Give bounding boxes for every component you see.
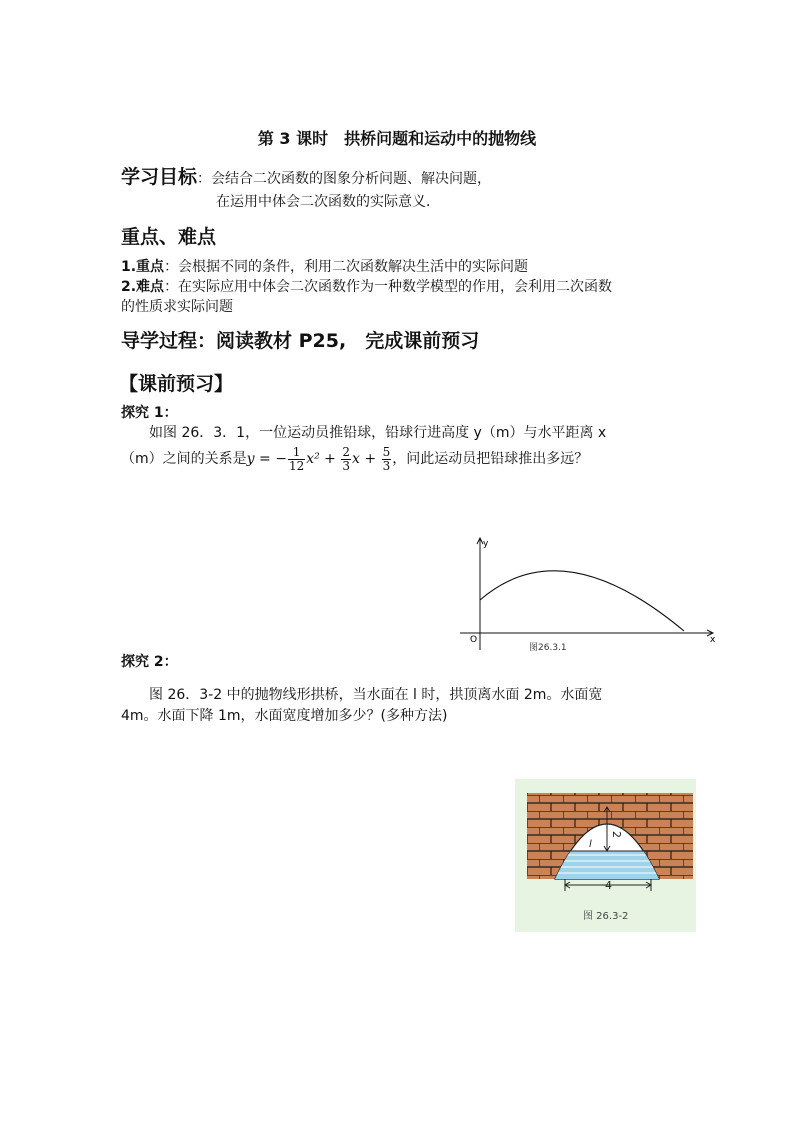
fraction-1 — [288, 446, 305, 473]
formula-x2: x² — [306, 451, 320, 467]
x-axis-label: x — [710, 635, 716, 645]
trajectory-curve — [480, 571, 684, 631]
fraction-2-den: 3 — [342, 458, 351, 473]
arch-bridge-figure — [515, 779, 696, 932]
key-points-heading: 重点、难点 — [121, 226, 217, 248]
height-label: 2 — [610, 831, 623, 838]
shot-put-figure — [455, 530, 725, 655]
fraction-1-num: 1 — [288, 446, 305, 460]
water-label: l — [589, 839, 592, 850]
key-point-1-text: ：会根据不同的条件，利用二次函数解决生活中的实际问题 — [164, 259, 529, 275]
explore2-line2: 4m。水面下降 1m，水面宽度增加多少？(多种方法) — [121, 708, 448, 724]
objectives-colon: ： — [197, 171, 212, 187]
key-point-2-text2: 的性质求实际问题 — [121, 299, 233, 315]
objectives-text2: 在运用中体会二次函数的实际意义． — [216, 194, 440, 210]
formula-y: y — [246, 451, 255, 467]
fraction-2-num: 2 — [342, 444, 351, 459]
objectives-label: 学习目标 — [121, 166, 198, 188]
origin-label: O — [470, 635, 478, 645]
key-point-2-text1: ：在实际应用中体会二次函数作为一种数学模型的作用，会利用二次函数 — [164, 279, 613, 295]
fraction-2 — [341, 446, 351, 473]
objectives-text1: 会结合二次函数的图象分析问题、解决问题， — [211, 171, 492, 187]
formula-x: x — [352, 451, 360, 467]
key-point-2-label: 2.难点 — [121, 279, 165, 295]
explore1-line1: 如图 26．3．1，一位运动员推铅球，铅球行进高度 y（m）与水平距离 x — [149, 425, 607, 441]
key-point-2 — [121, 276, 612, 296]
key-point-1-label: 1.重点 — [121, 259, 165, 275]
fraction-1-den: 12 — [288, 458, 305, 473]
figure2-caption: 图 26.3-2 — [583, 911, 629, 922]
key-point-1 — [121, 256, 528, 276]
explore1-line2-suffix: ，问此运动员把铅球推出多远？ — [392, 451, 589, 467]
explore1-label: 探究 1： — [121, 405, 178, 421]
explore2-line1: 图 26．3-2 中的抛物线形拱桥，当水面在 l 时，拱顶离水面 2m。水面宽 — [149, 687, 603, 703]
figure1-caption: 图26.3.1 — [529, 643, 567, 653]
page-title: 第 3 课时 拱桥问题和运动中的抛物线 — [257, 129, 537, 148]
formula-plus2: + — [359, 451, 381, 467]
explore1-line2 — [121, 444, 588, 474]
width-label: 4 — [605, 879, 612, 892]
y-axis-label: y — [483, 539, 489, 549]
objectives-line1 — [121, 162, 491, 189]
guide-heading: 导学过程：阅读教材 P25, 完成课前预习 — [121, 330, 480, 352]
preview-heading: 【课前预习】 — [119, 373, 234, 395]
explore2-label: 探究 2： — [121, 654, 178, 670]
formula-plus1: + — [319, 451, 341, 467]
fraction-3-den: 3 — [382, 458, 391, 473]
formula — [246, 444, 393, 473]
explore1-line2-prefix: （m）之间的关系是 — [121, 451, 247, 467]
formula-eq: = − — [254, 451, 287, 467]
fraction-3-num: 5 — [382, 444, 391, 459]
fraction-3 — [382, 446, 392, 473]
